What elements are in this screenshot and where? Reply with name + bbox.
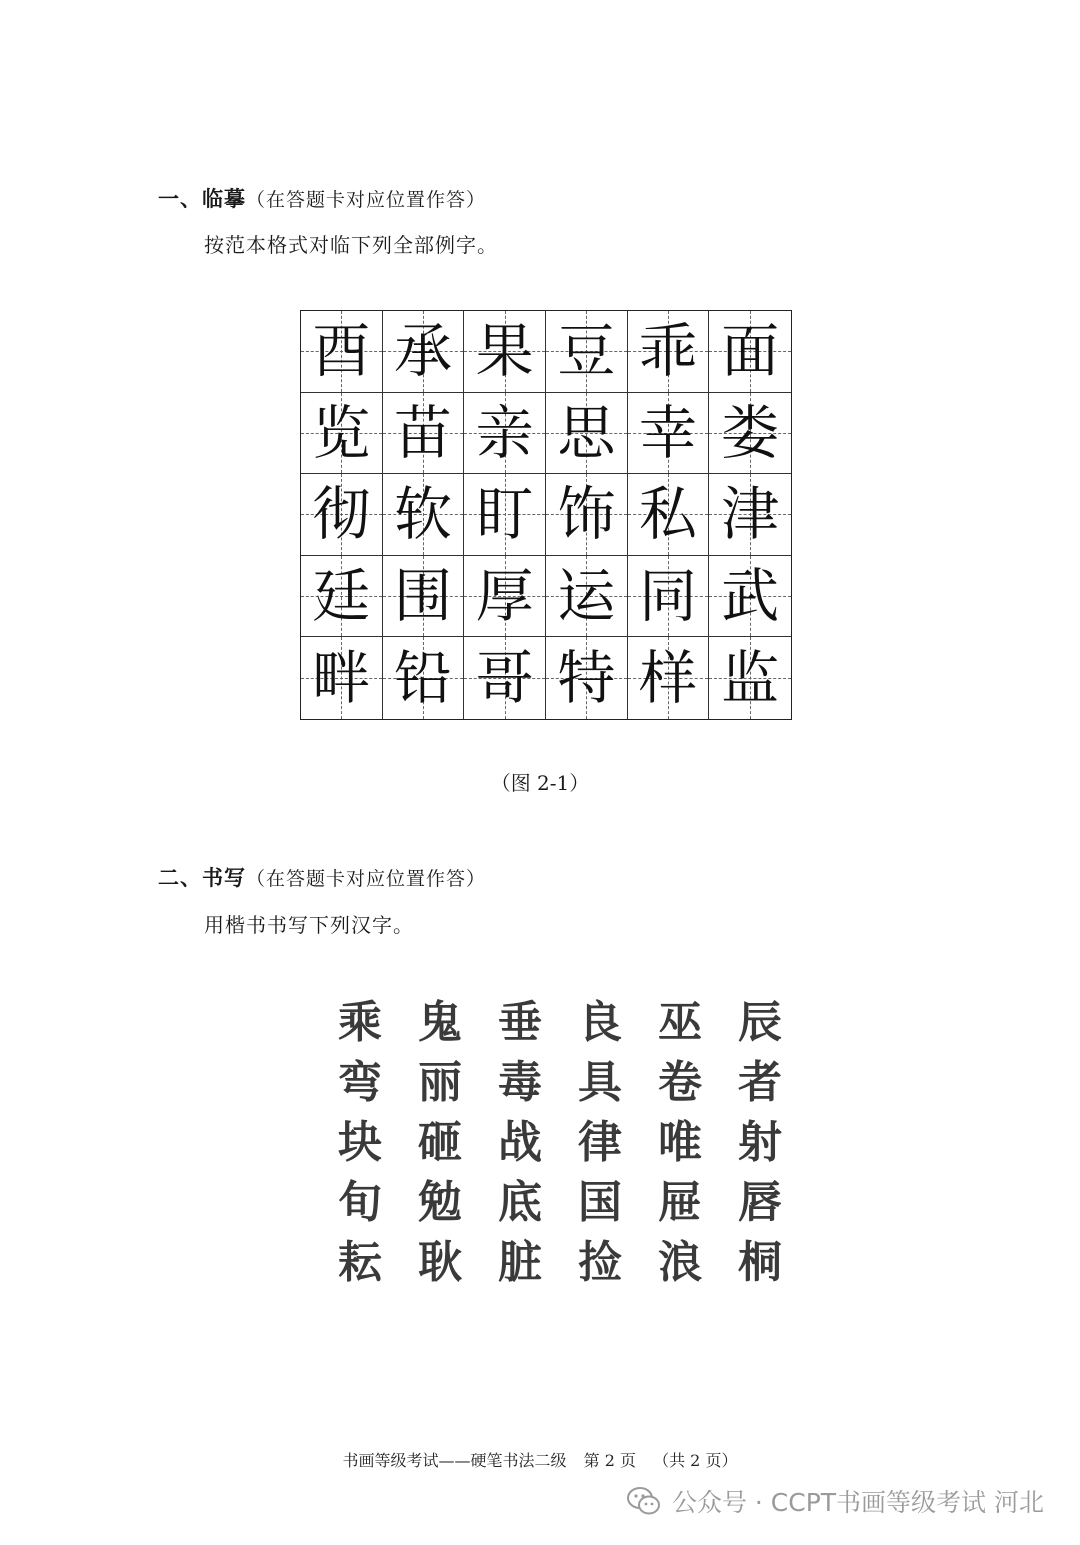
model-character: 饰: [557, 480, 616, 549]
footer-exam-name: 书画等级考试——硬笔书法二级: [342, 1451, 567, 1470]
grid-cell: [628, 393, 710, 475]
grid-cell: [301, 637, 383, 719]
model-character: 思: [557, 398, 616, 467]
model-character: 私: [638, 480, 697, 549]
writing-character: 乘: [338, 997, 382, 1048]
model-character: 铅: [393, 644, 452, 713]
section-2-instruction: 用楷书书写下列汉字。: [204, 913, 414, 937]
section-2-title: [158, 862, 486, 892]
model-character: 彻: [312, 480, 371, 549]
grid-cell: [709, 556, 791, 638]
model-character: 特: [557, 644, 616, 713]
model-character: 监: [721, 644, 780, 713]
model-character: 果: [475, 317, 534, 386]
model-character: 苗: [393, 398, 452, 467]
writing-character: 良: [578, 997, 622, 1048]
writing-character: 具: [578, 1057, 622, 1108]
model-character: 样: [638, 644, 697, 713]
grid-cell: [301, 393, 383, 475]
grid-cell: [546, 637, 628, 719]
grid-cell: [546, 311, 628, 393]
grid-cell: [383, 393, 465, 475]
writing-character: 射: [738, 1117, 782, 1168]
section-2-name: 书写: [202, 866, 246, 890]
model-character: 津: [721, 480, 780, 549]
footer-page-total: （共 2 页）: [653, 1451, 738, 1470]
grid-cell: [464, 556, 546, 638]
grid-cell: [628, 556, 710, 638]
model-character: 同: [638, 562, 697, 631]
writing-character: 律: [578, 1117, 622, 1168]
grid-cell: [709, 474, 791, 556]
model-character: 亲: [475, 398, 534, 467]
grid-cell: [301, 556, 383, 638]
grid-cell: [464, 637, 546, 719]
writing-character: 底: [498, 1177, 542, 1228]
writing-character: 耿: [418, 1237, 462, 1288]
writing-character: 砸: [418, 1117, 462, 1168]
model-character: 围: [393, 562, 452, 631]
grid-cell: [383, 311, 465, 393]
writing-character: 毒: [498, 1057, 542, 1108]
grid-cell: [464, 311, 546, 393]
writing-character: 鬼: [418, 997, 462, 1048]
writing-character: 辰: [738, 997, 782, 1048]
section-2-note: （在答题卡对应位置作答）: [246, 868, 487, 890]
grid-cell: [301, 311, 383, 393]
section-1-note: （在答题卡对应位置作答）: [246, 189, 487, 211]
model-character: 运: [557, 562, 616, 631]
writing-characters: [320, 993, 800, 1293]
model-character: 酉: [312, 317, 371, 386]
model-character: 承: [393, 317, 452, 386]
writing-character: 桐: [738, 1237, 782, 1288]
grid-cell: [464, 393, 546, 475]
writing-character: 脏: [498, 1237, 542, 1288]
writing-character: 块: [338, 1117, 382, 1168]
grid-cell: [546, 474, 628, 556]
model-character: 哥: [475, 644, 534, 713]
wechat-icon: [626, 1485, 662, 1517]
writing-character: 者: [738, 1057, 782, 1108]
writing-character: 捡: [578, 1237, 622, 1288]
grid-cell: [709, 637, 791, 719]
figure-caption: （图 2-1）: [490, 771, 590, 795]
grid-cell: [709, 311, 791, 393]
model-character: 盯: [475, 480, 534, 549]
watermark-text: 公众号 · CCPT书画等级考试 河北: [671, 1488, 1044, 1517]
section-2-number: 二、: [158, 866, 202, 890]
writing-character: 弯: [338, 1057, 382, 1108]
page-footer: [0, 1448, 1080, 1471]
writing-character: 屉: [658, 1177, 702, 1228]
model-character: 面: [721, 317, 780, 386]
footer-page-number: 第 2 页: [583, 1451, 636, 1470]
grid-cell: [383, 637, 465, 719]
writing-character: 耘: [338, 1237, 382, 1288]
grid-cell: [628, 637, 710, 719]
model-character: 览: [312, 398, 371, 467]
section-1-title: [158, 183, 486, 213]
writing-character: 丽: [418, 1057, 462, 1108]
writing-character: 卷: [658, 1057, 702, 1108]
writing-character: 勉: [418, 1177, 462, 1228]
copy-grid: [300, 310, 792, 720]
grid-cell: [301, 474, 383, 556]
grid-cell: [464, 474, 546, 556]
writing-character: 战: [498, 1117, 542, 1168]
model-character: 豆: [557, 317, 616, 386]
model-character: 武: [721, 562, 780, 631]
model-character: 厚: [475, 562, 534, 631]
writing-character: 国: [578, 1177, 622, 1228]
model-character: 幸: [638, 398, 697, 467]
model-character: 畔: [312, 644, 371, 713]
writing-character: 浪: [658, 1237, 702, 1288]
grid-cell: [546, 556, 628, 638]
writing-character: 唇: [738, 1177, 782, 1228]
grid-cell: [628, 311, 710, 393]
writing-character: 唯: [658, 1117, 702, 1168]
grid-cell: [546, 393, 628, 475]
grid-cell: [383, 474, 465, 556]
writing-character: 旬: [338, 1177, 382, 1228]
writing-character: 垂: [498, 997, 542, 1048]
section-1-name: 临摹: [202, 187, 246, 211]
grid-cell: [383, 556, 465, 638]
grid-cell: [709, 393, 791, 475]
writing-character: 巫: [658, 997, 702, 1048]
model-character: 软: [393, 480, 452, 549]
model-character: 乖: [638, 317, 697, 386]
section-1-instruction: 按范本格式对临下列全部例字。: [204, 233, 498, 257]
model-character: 娄: [721, 398, 780, 467]
watermark: [626, 1483, 1044, 1519]
model-character: 廷: [312, 562, 371, 631]
grid-cell: [628, 474, 710, 556]
section-1-number: 一、: [158, 187, 202, 211]
